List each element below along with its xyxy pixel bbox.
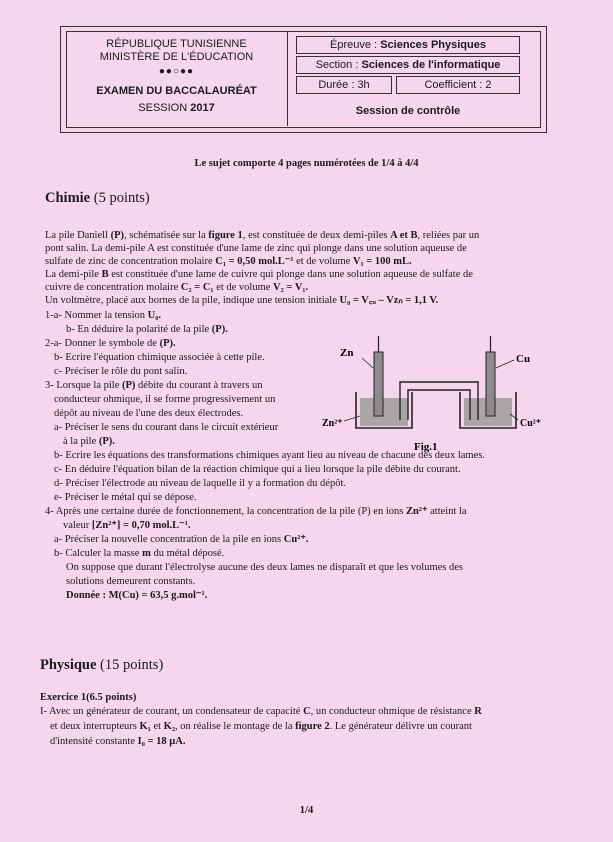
epreuve-cell <box>296 36 520 54</box>
q3i: e- Préciser le métal qui se dépose. <box>54 492 197 503</box>
q3b: conducteur ohmique, il se forme progressivement un <box>54 394 276 405</box>
q3c: dépôt au niveau de l'une des deux électrodes. <box>54 408 244 419</box>
chimie-points: (5 points) <box>93 190 150 206</box>
coefficient-text: Coefficient : 2 <box>424 79 492 91</box>
header-session-label: SESSION <box>138 102 188 114</box>
section-value: Sciences de l'informatique <box>361 59 501 71</box>
chimie-p6: Un voltmètre, placé aux bornes de la pile, indique une tension initiale U₀ = V꜀ᵤ – Vzₙ = 1,1 V. <box>45 295 439 306</box>
section-label: Section : <box>315 59 359 71</box>
q4e: On suppose que durant l'électrolyse aucune des deux lames ne disparaît et que les volumes des <box>66 562 463 573</box>
chimie-p5: cuivre de concentration molaire C₂ = C₁ et de volume V₂ = V₁. <box>45 282 309 293</box>
intro-line: Le sujet comporte 4 pages numérotées de 1/4 à 4/4 <box>194 158 419 169</box>
duree-cell <box>296 76 392 94</box>
phys-l2: et deux interrupteurs K₁ et K₂, on réalise le montage de la figure 2. Le générateur délivre un courant <box>50 721 472 732</box>
label-cu: Cu <box>516 353 531 365</box>
physique-title: Physique <box>40 657 97 673</box>
q4d: b- Calculer la masse m du métal déposé. <box>54 548 225 559</box>
chimie-heading <box>45 190 150 207</box>
header-exam: EXAMEN DU BACCALAURÉAT <box>96 85 257 97</box>
exercise1-title: Exercice 1(6.5 points) <box>40 692 137 703</box>
header-republic: RÉPUBLIQUE TUNISIENNE <box>106 38 247 50</box>
coefficient-cell <box>396 76 520 94</box>
chimie-p2: pont salin. La demi-pile A est constituée d'une lame de zinc qui plonge dans une solution aqueuse de <box>45 243 467 254</box>
copper-electrode <box>486 336 495 416</box>
chimie-title: Chimie <box>45 190 91 206</box>
zinc-electrode <box>374 336 383 416</box>
page-number: 1/4 <box>299 805 314 816</box>
session-controle: Session de contrôle <box>355 105 461 117</box>
label-zn: Zn <box>340 347 354 359</box>
header-session <box>70 102 283 114</box>
physique-points: (15 points) <box>100 657 164 673</box>
q4b: valeur [Zn²⁺] = 0,70 mol.L⁻¹. <box>63 520 191 531</box>
label-cu-ion: Cu²⁺ <box>520 418 542 429</box>
section-cell <box>296 56 520 74</box>
q4f: solutions demeurent constants. <box>66 576 196 587</box>
q3h: d- Préciser l'électrode au niveau de laquelle il y a formation du dépôt. <box>54 478 346 489</box>
phys-l1: I- Avec un générateur de courant, un condensateur de capacité C, un conducteur ohmique de résistance R <box>40 706 482 717</box>
q2c: c- Préciser le rôle du pont salin. <box>54 366 188 377</box>
q3a: 3- Lorsque la pile (P) débite du courant à travers un <box>45 380 263 391</box>
label-zn-ion: Zn²⁺ <box>322 418 343 429</box>
q4g: Donnée : M(Cu) = 63,5 g.mol⁻¹. <box>66 590 208 601</box>
q2b: b- Ecrire l'équation chimique associée à cette pile. <box>54 352 265 363</box>
epreuve-value: Sciences Physiques <box>380 39 486 51</box>
chimie-p1: La pile Daniell (P), schématisée sur la figure 1, est constituée de deux demi-piles A et B, reliées par un <box>45 230 480 241</box>
beaker-left <box>356 392 412 428</box>
header-dots: ●●○●● <box>158 66 195 77</box>
chimie-p4: La demi-pile B est constituée d'une lame de cuivre qui plonge dans une solution aqueuse de sulfate de <box>45 269 473 280</box>
q1b: b- En déduire la polarité de la pile (P). <box>66 324 228 335</box>
header-ministry: MINISTÈRE DE L'ÉDUCATION <box>99 51 254 63</box>
q3d: a- Préciser le sens du courant dans le circuit extérieur <box>54 422 279 433</box>
q4a: 4- Après une certaine durée de fonctionnement, la concentration de la pile (P) en ions Zn²⁺ atteint la <box>45 506 467 517</box>
daniell-cell-figure <box>318 330 578 460</box>
q3f: b- Ecrire les équations des transformations chimiques ayant lieu au niveau de chacune des deux lames. <box>54 450 485 461</box>
q3g: c- En déduire l'équation bilan de la réaction chimique qui a lieu lorsque la pile débite du courant. <box>54 464 461 475</box>
header-session-year: 2017 <box>190 102 215 114</box>
epreuve-label: Épreuve : <box>330 39 378 51</box>
physique-heading <box>40 657 163 674</box>
q2a: 2-a- Donner le symbole de (P). <box>45 338 176 349</box>
duree-text: Durée : 3h <box>318 79 370 91</box>
q3e: à la pile (P). <box>63 436 115 447</box>
header-divider <box>287 31 288 126</box>
q1a: 1-a- Nommer la tension U₀. <box>45 310 161 321</box>
figure-caption: Fig.1 <box>414 441 438 453</box>
chimie-p3: sulfate de zinc de concentration molaire C₁ = 0,50 mol.L⁻¹ et de volume V₁ = 100 mL. <box>45 256 412 267</box>
phys-l3: d'intensité constante I₀ = 18 µA. <box>50 736 186 747</box>
q4c: a- Préciser la nouvelle concentration de la pile en ions Cu²⁺. <box>54 534 309 545</box>
